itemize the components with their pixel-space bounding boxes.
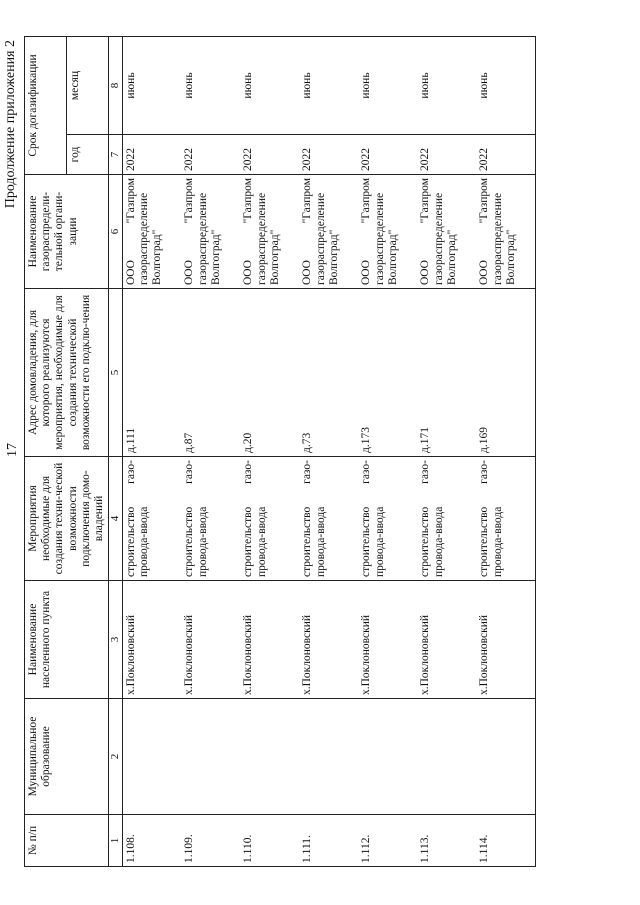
cell-locality: х.Поклоновский	[181, 581, 240, 699]
cell-month: июнь	[476, 37, 535, 135]
row-number: 1.109.	[181, 815, 240, 867]
cell-address: д.111	[122, 289, 181, 457]
table-row	[181, 37, 240, 867]
cell-locality: х.Поклоновский	[299, 581, 358, 699]
cell-measures: строительство газо-провода-ввода	[122, 457, 181, 581]
header-num: № п/п	[25, 815, 109, 867]
cell-address: д.171	[417, 289, 476, 457]
column-number: 6	[109, 175, 123, 289]
table-row	[240, 37, 299, 867]
cell-address: д.173	[358, 289, 417, 457]
table-body	[122, 37, 535, 867]
cell-month: июнь	[240, 37, 299, 135]
cell-year: 2022	[358, 135, 417, 175]
cell-measures: строительство газо-провода-ввода	[358, 457, 417, 581]
cell-municipality	[181, 699, 240, 815]
column-number: 5	[109, 289, 123, 457]
table-row	[299, 37, 358, 867]
cell-year: 2022	[476, 135, 535, 175]
cell-year: 2022	[181, 135, 240, 175]
header-org: Наименование газораспредели-тельной органи-зации	[25, 175, 109, 289]
header-municipality: Муниципальное образование	[25, 699, 109, 815]
cell-month: июнь	[299, 37, 358, 135]
cell-month: июнь	[122, 37, 181, 135]
header-month: месяц	[67, 37, 109, 135]
header-address: Адрес домовладения, для которого реализуются мероприятия, необходимые для создания технической возможности его подклю-чения	[25, 289, 109, 457]
continuation-label: Продолжение приложения 2	[3, 40, 18, 209]
header-measures: Мероприятия необходимые для создания техни-ческой возможности подключения домо-владений	[25, 457, 109, 581]
cell-org: ООО "Газпром газораспределение Волгоград"	[417, 175, 476, 289]
page-number: 17	[5, 443, 20, 457]
column-number: 1	[109, 815, 123, 867]
cell-org: ООО "Газпром газораспределение Волгоград"	[122, 175, 181, 289]
cell-locality: х.Поклоновский	[240, 581, 299, 699]
cell-locality: х.Поклоновский	[417, 581, 476, 699]
header-locality: Наименование населенного пункта	[25, 581, 109, 699]
cell-measures: строительство газо-провода-ввода	[181, 457, 240, 581]
row-number: 1.110.	[240, 815, 299, 867]
column-number: 7	[109, 135, 123, 175]
row-number: 1.108.	[122, 815, 181, 867]
cell-locality: х.Поклоновский	[358, 581, 417, 699]
cell-locality: х.Поклоновский	[476, 581, 535, 699]
row-number: 1.112.	[358, 815, 417, 867]
column-number: 8	[109, 37, 123, 135]
appendix-table	[24, 36, 536, 867]
cell-measures: строительство газо-провода-ввода	[299, 457, 358, 581]
cell-month: июнь	[358, 37, 417, 135]
cell-municipality	[476, 699, 535, 815]
cell-org: ООО "Газпром газораспределение Волгоград"	[358, 175, 417, 289]
cell-year: 2022	[417, 135, 476, 175]
cell-municipality	[122, 699, 181, 815]
cell-address: д.73	[299, 289, 358, 457]
cell-org: ООО "Газпром газораспределение Волгоград"	[476, 175, 535, 289]
cell-locality: х.Поклоновский	[122, 581, 181, 699]
cell-year: 2022	[122, 135, 181, 175]
row-number: 1.113.	[417, 815, 476, 867]
header-term: Срок догазификации	[25, 37, 67, 175]
cell-municipality	[299, 699, 358, 815]
table-row	[358, 37, 417, 867]
cell-address: д.169	[476, 289, 535, 457]
header-year: год	[67, 135, 109, 175]
cell-measures: строительство газо-провода-ввода	[476, 457, 535, 581]
cell-year: 2022	[240, 135, 299, 175]
column-number: 2	[109, 699, 123, 815]
table-row	[476, 37, 535, 867]
cell-measures: строительство газо-провода-ввода	[240, 457, 299, 581]
cell-org: ООО "Газпром газораспределение Волгоград"	[181, 175, 240, 289]
column-number-row	[109, 37, 123, 867]
cell-year: 2022	[299, 135, 358, 175]
column-number: 3	[109, 581, 123, 699]
row-number: 1.111.	[299, 815, 358, 867]
cell-org: ООО "Газпром газораспределение Волгоград"	[240, 175, 299, 289]
cell-municipality	[240, 699, 299, 815]
cell-org: ООО "Газпром газораспределение Волгоград"	[299, 175, 358, 289]
table-row	[417, 37, 476, 867]
cell-municipality	[417, 699, 476, 815]
cell-measures: строительство газо-провода-ввода	[417, 457, 476, 581]
cell-month: июнь	[181, 37, 240, 135]
table-row	[122, 37, 181, 867]
row-number: 1.114.	[476, 815, 535, 867]
cell-month: июнь	[417, 37, 476, 135]
column-number: 4	[109, 457, 123, 581]
cell-address: д.87	[181, 289, 240, 457]
cell-municipality	[358, 699, 417, 815]
cell-address: д.20	[240, 289, 299, 457]
